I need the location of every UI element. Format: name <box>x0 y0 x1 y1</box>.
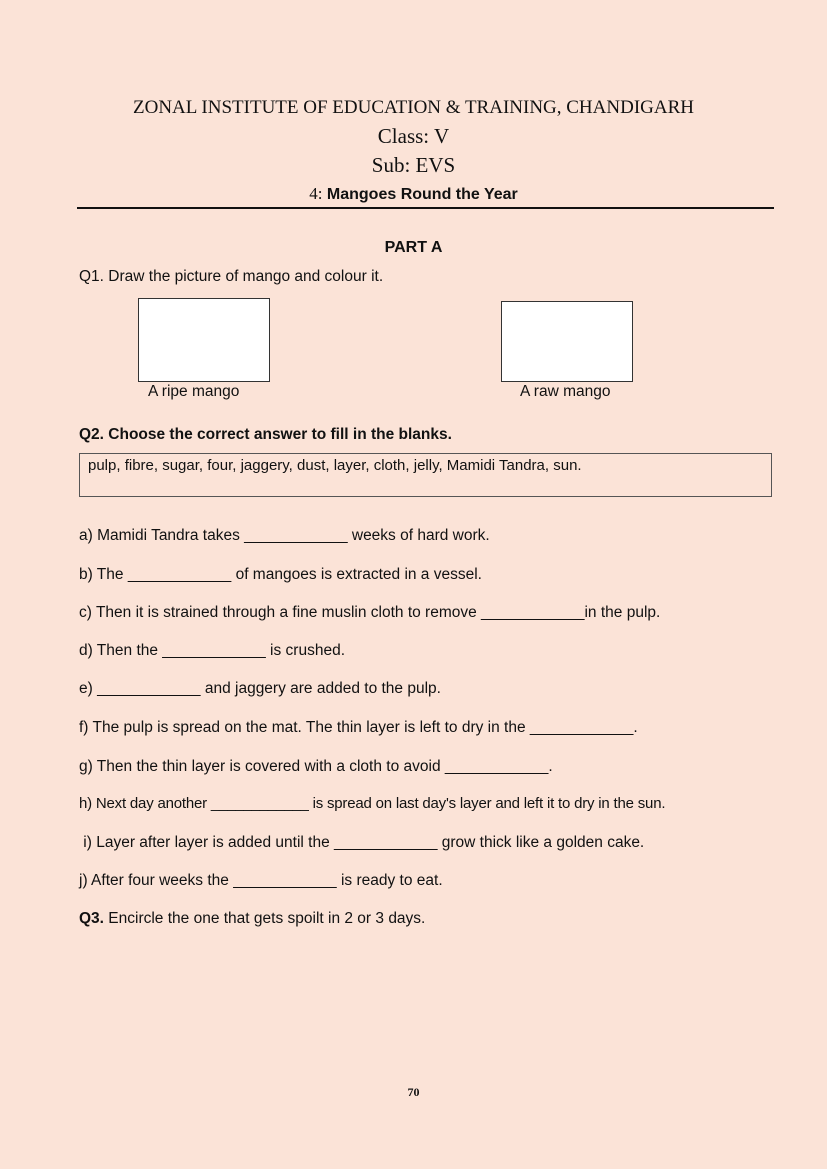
header-rule <box>77 207 774 209</box>
q2-item-d: d) Then the ____________ is crushed. <box>79 642 345 659</box>
q2-item-h: h) Next day another ____________ is spread on last day's layer and left it to dry in the sun. <box>79 795 666 812</box>
q2-item-j: j) After four weeks the ____________ is ready to eat. <box>79 872 443 889</box>
q2-item-i: i) Layer after layer is added until the ____________ grow thick like a golden cake. <box>79 834 645 851</box>
q2-item-e: e) ____________ and jaggery are added to the pulp. <box>79 680 441 697</box>
class-label: Class: V <box>377 124 450 148</box>
raw-mango-label: A raw mango <box>520 383 611 400</box>
q2-item-b: b) The ____________ of mangoes is extracted in a vessel. <box>79 566 482 583</box>
q2-item-g: g) Then the thin layer is covered with a cloth to avoid ____________. <box>79 758 553 775</box>
page-number: 70 <box>407 1085 420 1099</box>
q2-item-a: a) Mamidi Tandra takes ____________ weeks of hard work. <box>79 527 490 544</box>
q3-text <box>79 910 425 928</box>
chapter-heading <box>0 184 827 204</box>
q2-item-f: f) The pulp is spread on the mat. The thin layer is left to dry in the ____________. <box>79 719 638 736</box>
institute-name: ZONAL INSTITUTE OF EDUCATION & TRAINING, CHANDIGARH <box>133 97 694 118</box>
q3-label: Q3. <box>79 910 104 927</box>
ripe-mango-label: A ripe mango <box>148 383 240 400</box>
q1-text: Q1. Draw the picture of mango and colour it. <box>79 268 384 285</box>
part-heading: PART A <box>384 239 443 256</box>
ripe-mango-drawing-box[interactable] <box>138 298 270 382</box>
word-bank-text: pulp, fibre, sugar, four, jaggery, dust, layer, cloth, jelly, Mamidi Tandra, sun. <box>88 457 582 474</box>
q3-question: Encircle the one that gets spoilt in 2 or 3 days. <box>103 910 426 927</box>
word-bank-box <box>79 453 772 497</box>
raw-mango-drawing-box[interactable] <box>501 301 633 382</box>
q2-heading: Q2. Choose the correct answer to fill in the blanks. <box>79 426 452 443</box>
chapter-number: 4: <box>309 184 323 203</box>
subject-label: Sub: EVS <box>371 153 456 177</box>
q2-item-c: c) Then it is strained through a fine muslin cloth to remove ____________in the pulp. <box>79 604 661 621</box>
chapter-title: Mangoes Round the Year <box>326 186 518 203</box>
